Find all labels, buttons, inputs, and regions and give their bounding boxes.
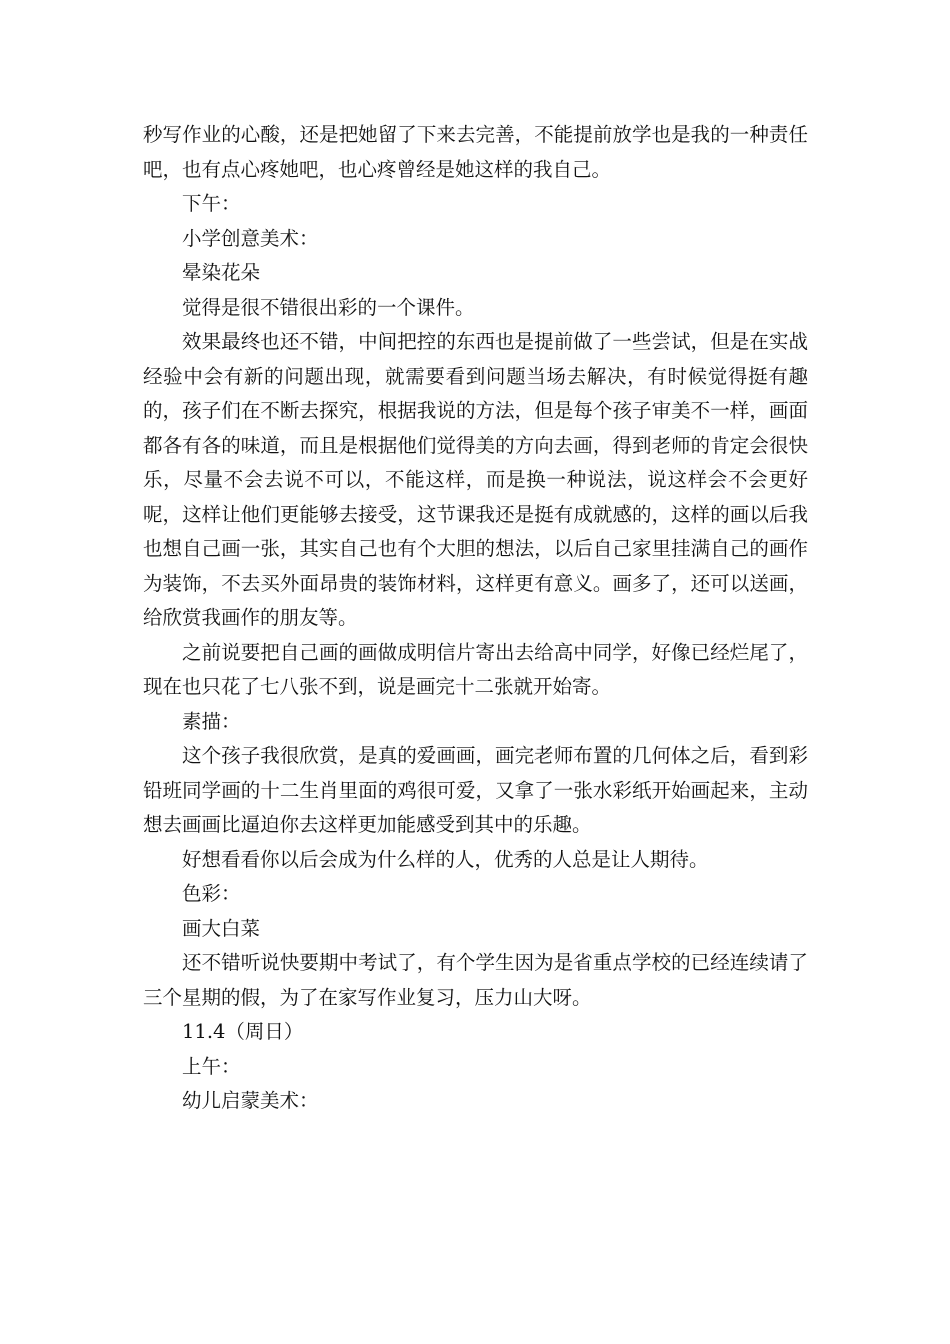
paragraph: 觉得是很不错很出彩的一个课件。 bbox=[182, 295, 475, 319]
paragraph: 效果最终也还不错，中间把控的东西也是提前做了一些尝试，但是在实战经验中会有新的问题出现，就需要看到问题当场去解决，有时候觉得挺有趣的，孩子们在不断去探究，根据我说的方法，但是每个孩子审美不一样，画面都各有各的味道，而且是根据他们觉得美的方向去画，得到老师的肯定会很快乐，尽量不会去说不可以，不能这样，而是换一种说法，说这样会不会更好呢，这样让他们更能够去接受，这节课我还是挺有成就感的，这样的画以后我也想自己画一张，其实自己也有个大胆的想法，以后自己家里挂满自己的画作为装饰，不去买外面昂贵的装饰材料，这样更有意义。画多了，还可以送画，给欣赏我画作的朋友等。 bbox=[143, 330, 808, 629]
class-heading-sketch: 素描： bbox=[182, 709, 241, 733]
date-heading: 11.4（周日） bbox=[182, 1020, 304, 1043]
lesson-title: 画大白菜 bbox=[182, 916, 261, 940]
paragraph: 还不错听说快要期中考试了，有个学生因为是省重点学校的已经连续请了三个星期的假，为了在家写作业复习，压力山大呀。 bbox=[143, 951, 808, 1009]
class-heading-color: 色彩： bbox=[182, 882, 241, 905]
paragraph: 好想看看你以后会成为什么样的人，优秀的人总是让人期待。 bbox=[182, 847, 709, 871]
paragraph: 之前说要把自己画的画做成明信片寄出去给高中同学，好像已经烂尾了，现在也只花了七八张不到，说是画完十二张就开始寄。 bbox=[143, 640, 808, 698]
lesson-title: 晕染花朵 bbox=[182, 261, 261, 284]
section-heading-morning: 上午： bbox=[182, 1054, 241, 1078]
paragraph-continuation: 秒写作业的心酸，还是把她留了下来去完善，不能提前放学也是我的一种责任吧，也有点心疼她吧，也心疼曾经是她这样的我自己。 bbox=[143, 123, 808, 181]
class-heading-kids-art: 幼儿启蒙美术： bbox=[182, 1089, 319, 1112]
class-heading-creative-art: 小学创意美术： bbox=[182, 226, 319, 250]
paragraph: 这个孩子我很欣赏，是真的爱画画，画完老师布置的几何体之后，看到彩铅班同学画的十二生肖里面的鸡很可爱，又拿了一张水彩纸开始画起来，主动想去画画比逼迫你去这样更加能感受到其中的乐趣。 bbox=[143, 744, 808, 836]
document-body bbox=[143, 118, 808, 1119]
section-heading-afternoon: 下午： bbox=[182, 192, 241, 215]
